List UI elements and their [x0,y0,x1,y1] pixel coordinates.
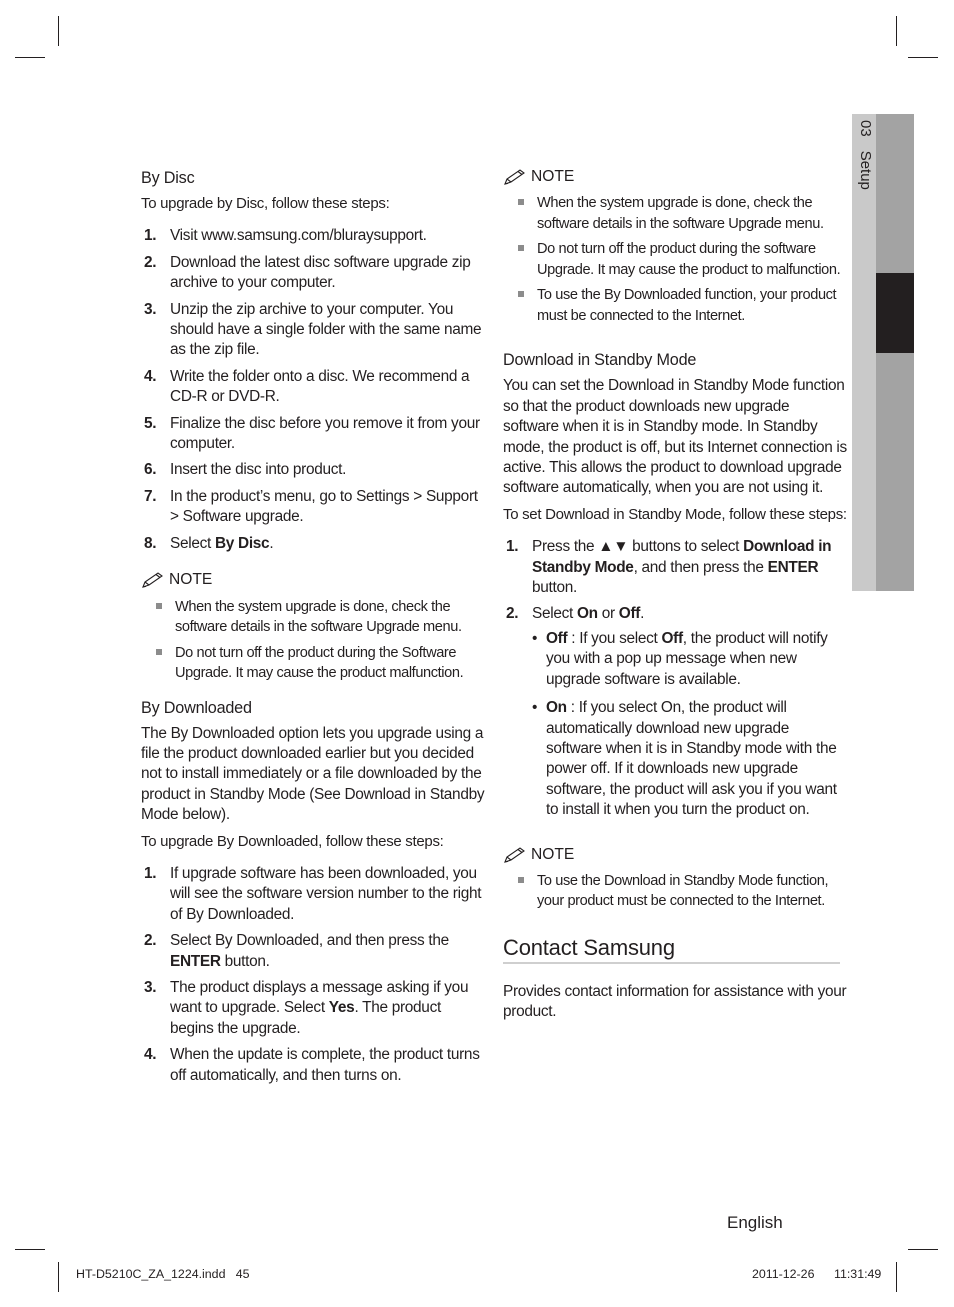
footer-time: 11:31:49 [834,1267,882,1281]
square-bullet-icon [518,245,524,251]
list-item: When the system upgrade is done, check the software details in the software Upgrade menu. [141,597,486,638]
list-item: 2. Download the latest disc software upgrade zip archive to your computer. [144,253,471,292]
crop-mark [15,57,45,58]
note-heading: NOTE [503,845,848,865]
chapter-name: Setup [857,150,874,190]
list-item: 4. Write the folder onto a disc. We recommend a CD-R or DVD-R. [144,367,470,406]
standby-options [532,629,848,821]
by-disc-notes [141,597,486,684]
list-item: 3. The product displays a message asking if you want to upgrade. Select Yes. The product begins the upgrade. [144,978,469,1037]
list-item: To use the By Downloaded function, your product must be connected to the Internet. [503,285,848,326]
contact-samsung-text: Provides contact information for assistance with your product. [503,982,847,1021]
note-heading: NOTE [141,570,486,590]
chapter-label [854,120,874,190]
crop-mark [908,57,938,58]
square-bullet-icon [518,199,524,205]
list-item: To use the Download in Standby Mode function, your product must be connected to the Internet. [503,871,848,912]
list-item: 1. Visit www.samsung.com/bluraysupport. [144,227,427,245]
square-bullet-icon [518,877,524,883]
chapter-side-tab [852,114,914,591]
list-item: • On : If you select On, the product will automatically download new upgrade software when it is in Standby mode with the power off. If it downloads new upgrade software, the product will ask you if you want to install it when you turn the product on. [532,699,837,819]
list-item: 5. Finalize the disc before you remove it from your computer. [144,414,480,453]
square-bullet-icon [518,291,524,297]
square-bullet-icon [156,603,162,609]
list-item: 4. When the update is complete, the product turns off automatically, and then turns on. [144,1046,480,1084]
pencil-icon [503,846,527,864]
by-downloaded-description: The By Downloaded option lets you upgrade using a file the product downloaded earlier but you decided not to install immediately or a file downloaded by the product in Standby Mode (See Download in Standby Mode below). [141,724,485,824]
list-item: 3. Unzip the zip archive to your computer. You should have a single folder with the same name as the zip file. [144,300,482,359]
crop-mark [908,1249,938,1250]
crop-mark [58,1262,59,1292]
left-column [141,168,486,1100]
right-column [503,167,848,1029]
by-disc-intro: To upgrade by Disc, follow these steps: [141,195,390,212]
by-downloaded-heading: By Downloaded [141,698,252,717]
list-item: • Off : If you select Off, the product will notify you with a pop up message when new upgrade software is available. [532,629,828,688]
square-bullet-icon [156,649,162,655]
footer-file-info: HT-D5210C_ZA_1224.indd 45 [76,1267,250,1281]
list-item: When the system upgrade is done, check the software details in the software Upgrade menu. [503,193,848,234]
list-item: 1. Press the ▲▼ buttons to select Download in Standby Mode, and then press the ENTER button. [506,538,832,597]
tab-active-marker [876,273,914,353]
standby-steps [503,537,848,820]
chapter-number: 03 [857,120,874,137]
note-heading: NOTE [503,167,848,187]
footer-language: English [727,1213,783,1232]
list-item: 2. Select On or Off. • Off : If you select Off, the product will notify you with a pop up message when new upgrade software is available. • On : If you select On, the product will automatically download new upgrade software when it is in Standby mode with the power off. If it downloads new upgrade software, the product will ask you if you want to install it when you turn the product on. [503,604,848,820]
crop-mark [58,16,59,46]
standby-description: You can set the Download in Standby Mode function so that the product downloads new upgrade software when it is in Standby mode. In Standby mode, the product is off, but its Internet connection is active. This allows the product to download upgrade software automatically, when you are not using it. [503,377,847,497]
pencil-icon [141,571,165,589]
list-item: 6. Insert the disc into product. [144,461,347,479]
by-downloaded-steps [141,864,486,1086]
crop-mark [896,1262,897,1292]
list-item: 7. In the product’s menu, go to Settings > Support > Software upgrade. [144,487,478,526]
standby-intro: To set Download in Standby Mode, follow these steps: [503,505,847,523]
pencil-icon [503,168,527,186]
by-downloaded-intro: To upgrade By Downloaded, follow these steps: [141,832,444,850]
list-item: Do not turn off the product during the Software Upgrade. It may cause the product malfunction. [141,643,486,684]
standby-heading: Download in Standby Mode [503,351,697,370]
by-disc-heading: By Disc [141,169,195,187]
upgrade-notes [503,193,848,326]
crop-mark [15,1249,45,1250]
footer-date: 2011-12-26 [752,1267,815,1281]
contact-samsung-heading: Contact Samsung [503,934,840,964]
list-item: Do not turn off the product during the software Upgrade. It may cause the product to malfunction. [503,239,848,280]
list-item: 2. Select By Downloaded, and then press the ENTER button. [144,932,449,970]
list-item: 1. If upgrade software has been downloaded, you will see the software version number to the right of By Downloaded. [144,864,482,923]
list-item: 8. Select By Disc. [144,534,274,552]
standby-notes [503,871,848,912]
crop-mark [896,16,897,46]
by-disc-steps [141,226,486,554]
